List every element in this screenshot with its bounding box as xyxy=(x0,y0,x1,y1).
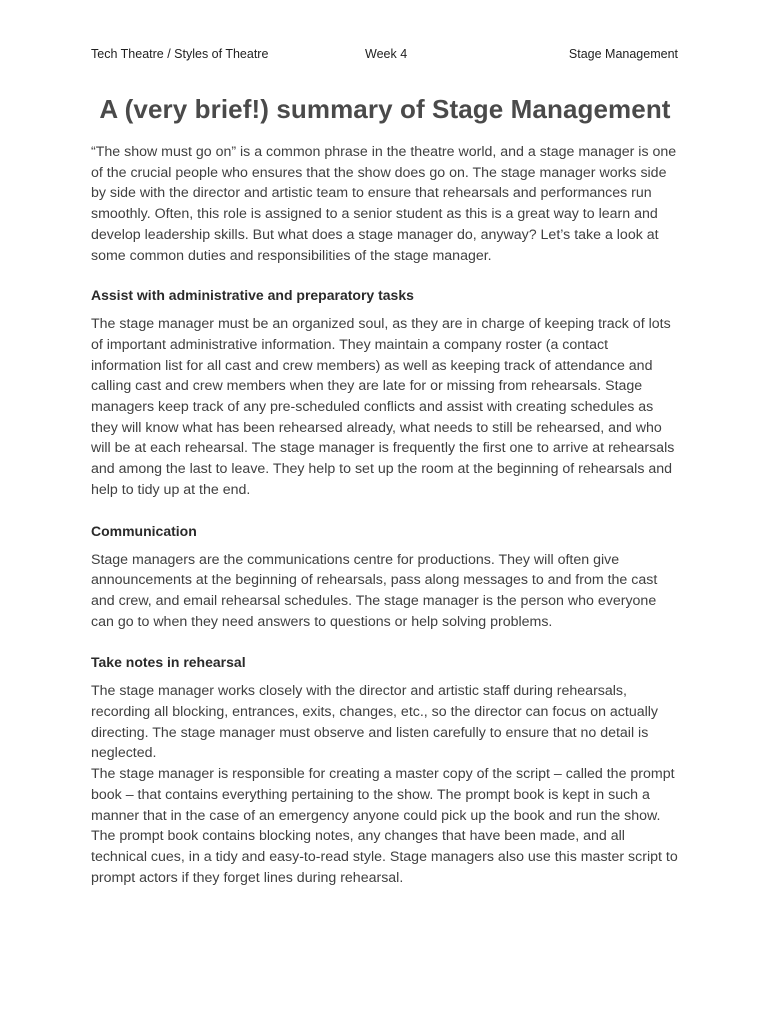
notes-paragraph-2: The stage manager is responsible for creating a master copy of the script – called the prompt book – that contains everything pertaining to the show. The prompt book is kept in such a manner that in the case of an emergency anyone could pick up the book and run the show. The prompt book contains blocking notes, any changes that have been made, and all technical cues, in a tidy and easy-to-read style. Stage managers also use this master script to prompt actors if they forget lines during rehearsal. xyxy=(91,766,678,886)
communication-paragraph: Stage managers are the communications centre for productions. They will often give announcements at the beginning of rehearsals, pass along messages to and from the cast and crew, and email rehearsal schedules. The stage manager is the person who everyone can go to when they need answers to questions or help solving problems. xyxy=(91,551,658,630)
admin-paragraph: The stage manager must be an organized soul, as they are in charge of keeping track of lots of important administrative information. They maintain a company roster (a contact information list for all cast and crew members) as well as keeping track of attendance and calling cast and crew members when they are late for or missing from rehearsals. Stage managers keep track of any pre-scheduled conflicts and assist with creating schedules as they will know what has been rehearsed already, what needs to still be rehearsed, and who will be at each rehearsal. The stage manager is frequently the first one to arrive at rehearsals and among the last to leave. They help to set up the room at the beginning of rehearsals and help to tidy up at the end. xyxy=(91,316,675,498)
notes-paragraph-1: The stage manager works closely with the director and artistic staff during rehearsals, recording all blocking, entrances, exits, changes, etc., so the director can focus on actually directing. The stage manager must observe and listen carefully to ensure that no detail is neglected. xyxy=(91,683,659,762)
page-header xyxy=(91,47,678,65)
section-heading-notes: Take notes in rehearsal xyxy=(91,654,246,671)
header-course: Tech Theatre / Styles of Theatre xyxy=(91,47,269,61)
header-topic: Stage Management xyxy=(568,47,678,61)
document-body xyxy=(91,142,681,888)
header-week: Week 4 xyxy=(365,47,408,61)
document-title: A (very brief!) summary of Stage Management xyxy=(99,94,671,124)
intro-paragraph: “The show must go on” is a common phrase in the theatre world, and a stage manager is one of the crucial people who ensures that the show does go on. The stage manager works side by side with the director and artistic team to ensure that rehearsals and performances run smoothly. Often, this role is assigned to a senior student as this is a great way to learn and develop leadership skills. But what does a stage manager do, anyway? Let’s take a look at some common duties and responsibilities of the stage manager. xyxy=(91,144,677,264)
section-heading-admin: Assist with administrative and preparatory tasks xyxy=(91,287,414,304)
section-heading-communication: Communication xyxy=(91,522,197,539)
